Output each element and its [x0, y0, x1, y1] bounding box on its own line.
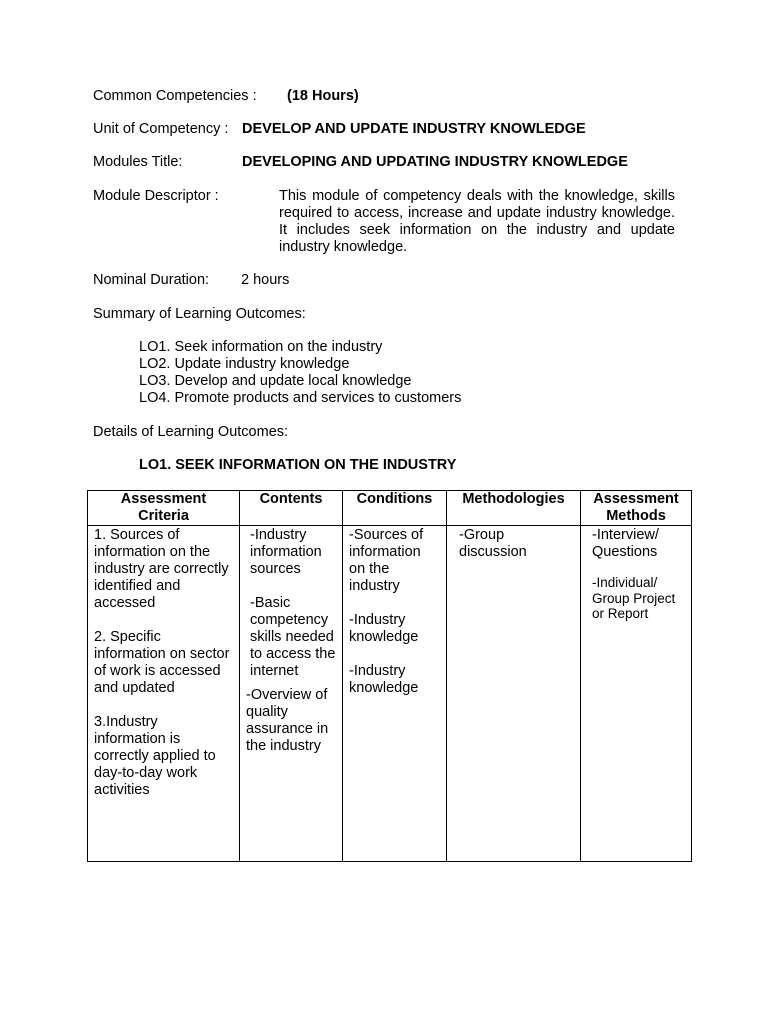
- criteria-item: 2. Specific information on sector of work is accessed and updated: [94, 629, 230, 696]
- list-item: LO3. Develop and update local knowledge: [139, 373, 412, 389]
- table-header-row: [88, 491, 692, 526]
- header-assessment-methods: Assessment Methods: [581, 491, 692, 526]
- common-competencies-hours: (18 Hours): [287, 88, 359, 104]
- conditions-item: -Industry knowledge: [349, 612, 419, 645]
- contents-item: -Basic competency skills needed to access the internet: [250, 595, 336, 679]
- contents-cell: [240, 526, 343, 862]
- criteria-item: 1. Sources of information on the industry are correctly identified and accessed: [94, 527, 229, 611]
- contents-item: -Industry information sources: [250, 527, 322, 577]
- header-methodologies: Methodologies: [447, 491, 581, 526]
- conditions-item: -Industry knowledge: [349, 663, 419, 696]
- module-descriptor-text: This module of competency deals with the knowledge, skills required to access, increase and update industry knowledge. It includes seek information on the industry and update industry knowledge.: [279, 188, 675, 255]
- header-conditions: Conditions: [343, 491, 447, 526]
- conditions-cell: [343, 526, 447, 862]
- list-item: LO1. Seek information on the industry: [139, 339, 383, 355]
- conditions-item: -Sources of information on the industry: [349, 527, 424, 594]
- nominal-duration-label: Nominal Duration:: [93, 272, 210, 288]
- header-assessment-criteria: Assessment Criteria: [88, 491, 240, 526]
- summary-heading: Summary of Learning Outcomes:: [93, 306, 306, 322]
- assessment-methods-cell: [581, 526, 692, 862]
- unit-of-competency-label: Unit of Competency :: [93, 121, 229, 137]
- list-item: LO2. Update industry knowledge: [139, 356, 350, 372]
- methods-item: -Interview/ Questions: [592, 527, 659, 560]
- criteria-cell: [88, 526, 240, 862]
- common-competencies-label: Common Competencies :: [93, 88, 257, 104]
- module-title-label: Modules Title:: [93, 154, 183, 170]
- learning-outcomes-list: [139, 339, 461, 407]
- table-row: [88, 526, 692, 862]
- details-heading: Details of Learning Outcomes:: [93, 424, 289, 440]
- methodologies-cell: [447, 526, 581, 862]
- module-descriptor-label: Module Descriptor :: [93, 188, 219, 204]
- criteria-item: 3.Industry information is correctly applied to day-to-day work activities: [94, 714, 216, 798]
- nominal-duration-value: 2 hours: [241, 272, 290, 288]
- unit-of-competency-value: DEVELOP AND UPDATE INDUSTRY KNOWLEDGE: [242, 121, 586, 137]
- list-item: LO4. Promote products and services to customers: [139, 390, 462, 406]
- learning-outcome-table: [87, 490, 692, 862]
- contents-item: -Overview of quality assurance in the industry: [246, 687, 329, 754]
- methods-item: -Individual/ Group Project or Report: [592, 575, 676, 621]
- header-contents: Contents: [240, 491, 343, 526]
- methodologies-item: -Group discussion: [459, 527, 527, 560]
- lo1-heading: LO1. SEEK INFORMATION ON THE INDUSTRY: [139, 457, 457, 473]
- module-title-value: DEVELOPING AND UPDATING INDUSTRY KNOWLEDGE: [242, 154, 628, 170]
